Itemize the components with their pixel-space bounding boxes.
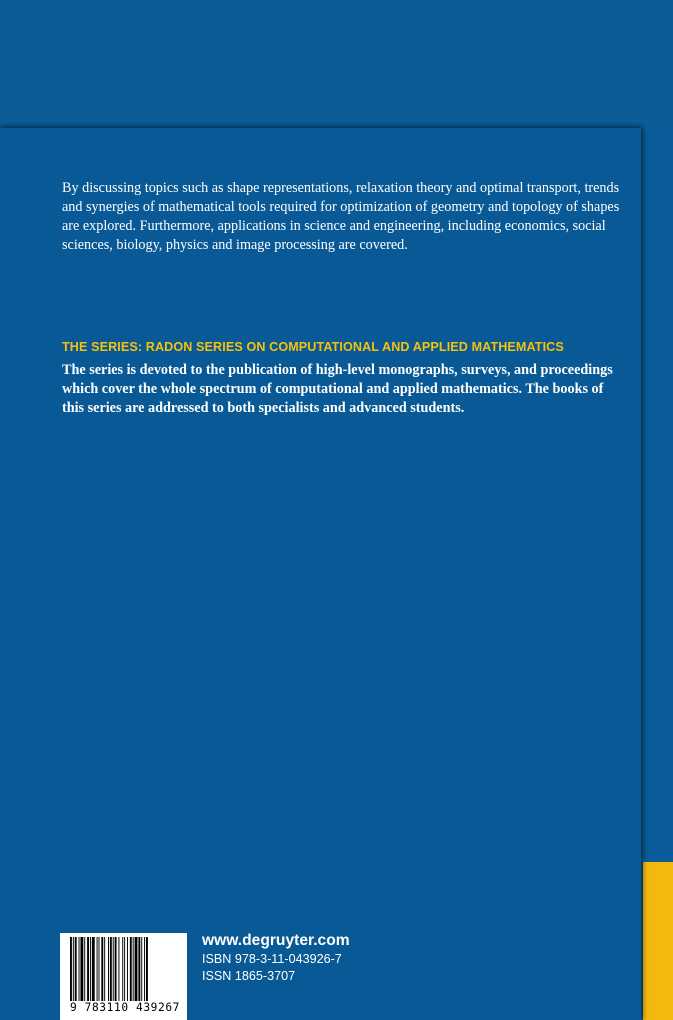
barcode-bar	[113, 937, 114, 1001]
top-band	[0, 0, 673, 128]
publisher-url: www.degruyter.com	[202, 932, 350, 949]
isbn-barcode	[60, 933, 187, 1020]
barcode-bar	[99, 937, 100, 1001]
barcode-bar	[101, 937, 103, 1001]
barcode-bar	[70, 937, 72, 1001]
back-cover-panel	[0, 128, 641, 1020]
book-description: By discussing topics such as shape representations, relaxation theory and optimal transport, trends and synergies of mathematical tools required for optimization of geometry and topology of shapes are explored. Furthermore, applications in science and engineering, including economics, social sciences, biology, physics and image processing are covered.	[62, 180, 620, 253]
barcode-bar	[104, 937, 105, 1001]
barcode-bar	[110, 937, 112, 1001]
yellow-spine-tab	[643, 862, 673, 1020]
barcode-bar	[90, 937, 91, 1001]
barcode-bar	[84, 937, 85, 1001]
barcode-bar	[141, 937, 142, 1001]
barcode-bar	[97, 937, 98, 1001]
barcode-bar	[144, 937, 145, 1001]
barcode-bar	[124, 937, 125, 1001]
barcode-digits: 9 783110 439267	[69, 1001, 181, 1014]
publisher-info	[202, 931, 350, 985]
series-heading: THE SERIES: RADON SERIES ON COMPUTATIONAL AND APPLIED MATHEMATICS	[62, 340, 564, 354]
issn-number: ISSN 1865-3707	[202, 969, 296, 983]
barcode-bar	[108, 937, 109, 1001]
barcode-bar	[138, 937, 140, 1001]
barcode-bars	[69, 937, 181, 1001]
isbn-number: ISBN 978-3-11-043926-7	[202, 952, 342, 966]
barcode-bar	[79, 937, 80, 1001]
barcode-bar	[80, 937, 83, 1001]
barcode-bar	[122, 937, 123, 1001]
barcode-bar	[127, 937, 128, 1001]
barcode-bar	[75, 937, 77, 1001]
barcode-bar	[133, 937, 134, 1001]
barcode-bar	[87, 937, 89, 1001]
barcode-bar	[115, 937, 117, 1001]
barcode-bar	[130, 937, 132, 1001]
barcode-bar	[118, 937, 119, 1001]
series-description: The series is devoted to the publication of high-level monographs, surveys, and proceedings which cover the whole spectrum of computational and applied mathematics. The books of this series are addressed to both specialists and advanced students.	[62, 362, 613, 416]
barcode-bar	[92, 937, 95, 1001]
barcode-bar	[73, 937, 74, 1001]
barcode-bar	[135, 937, 138, 1001]
barcode-bar	[146, 937, 148, 1001]
